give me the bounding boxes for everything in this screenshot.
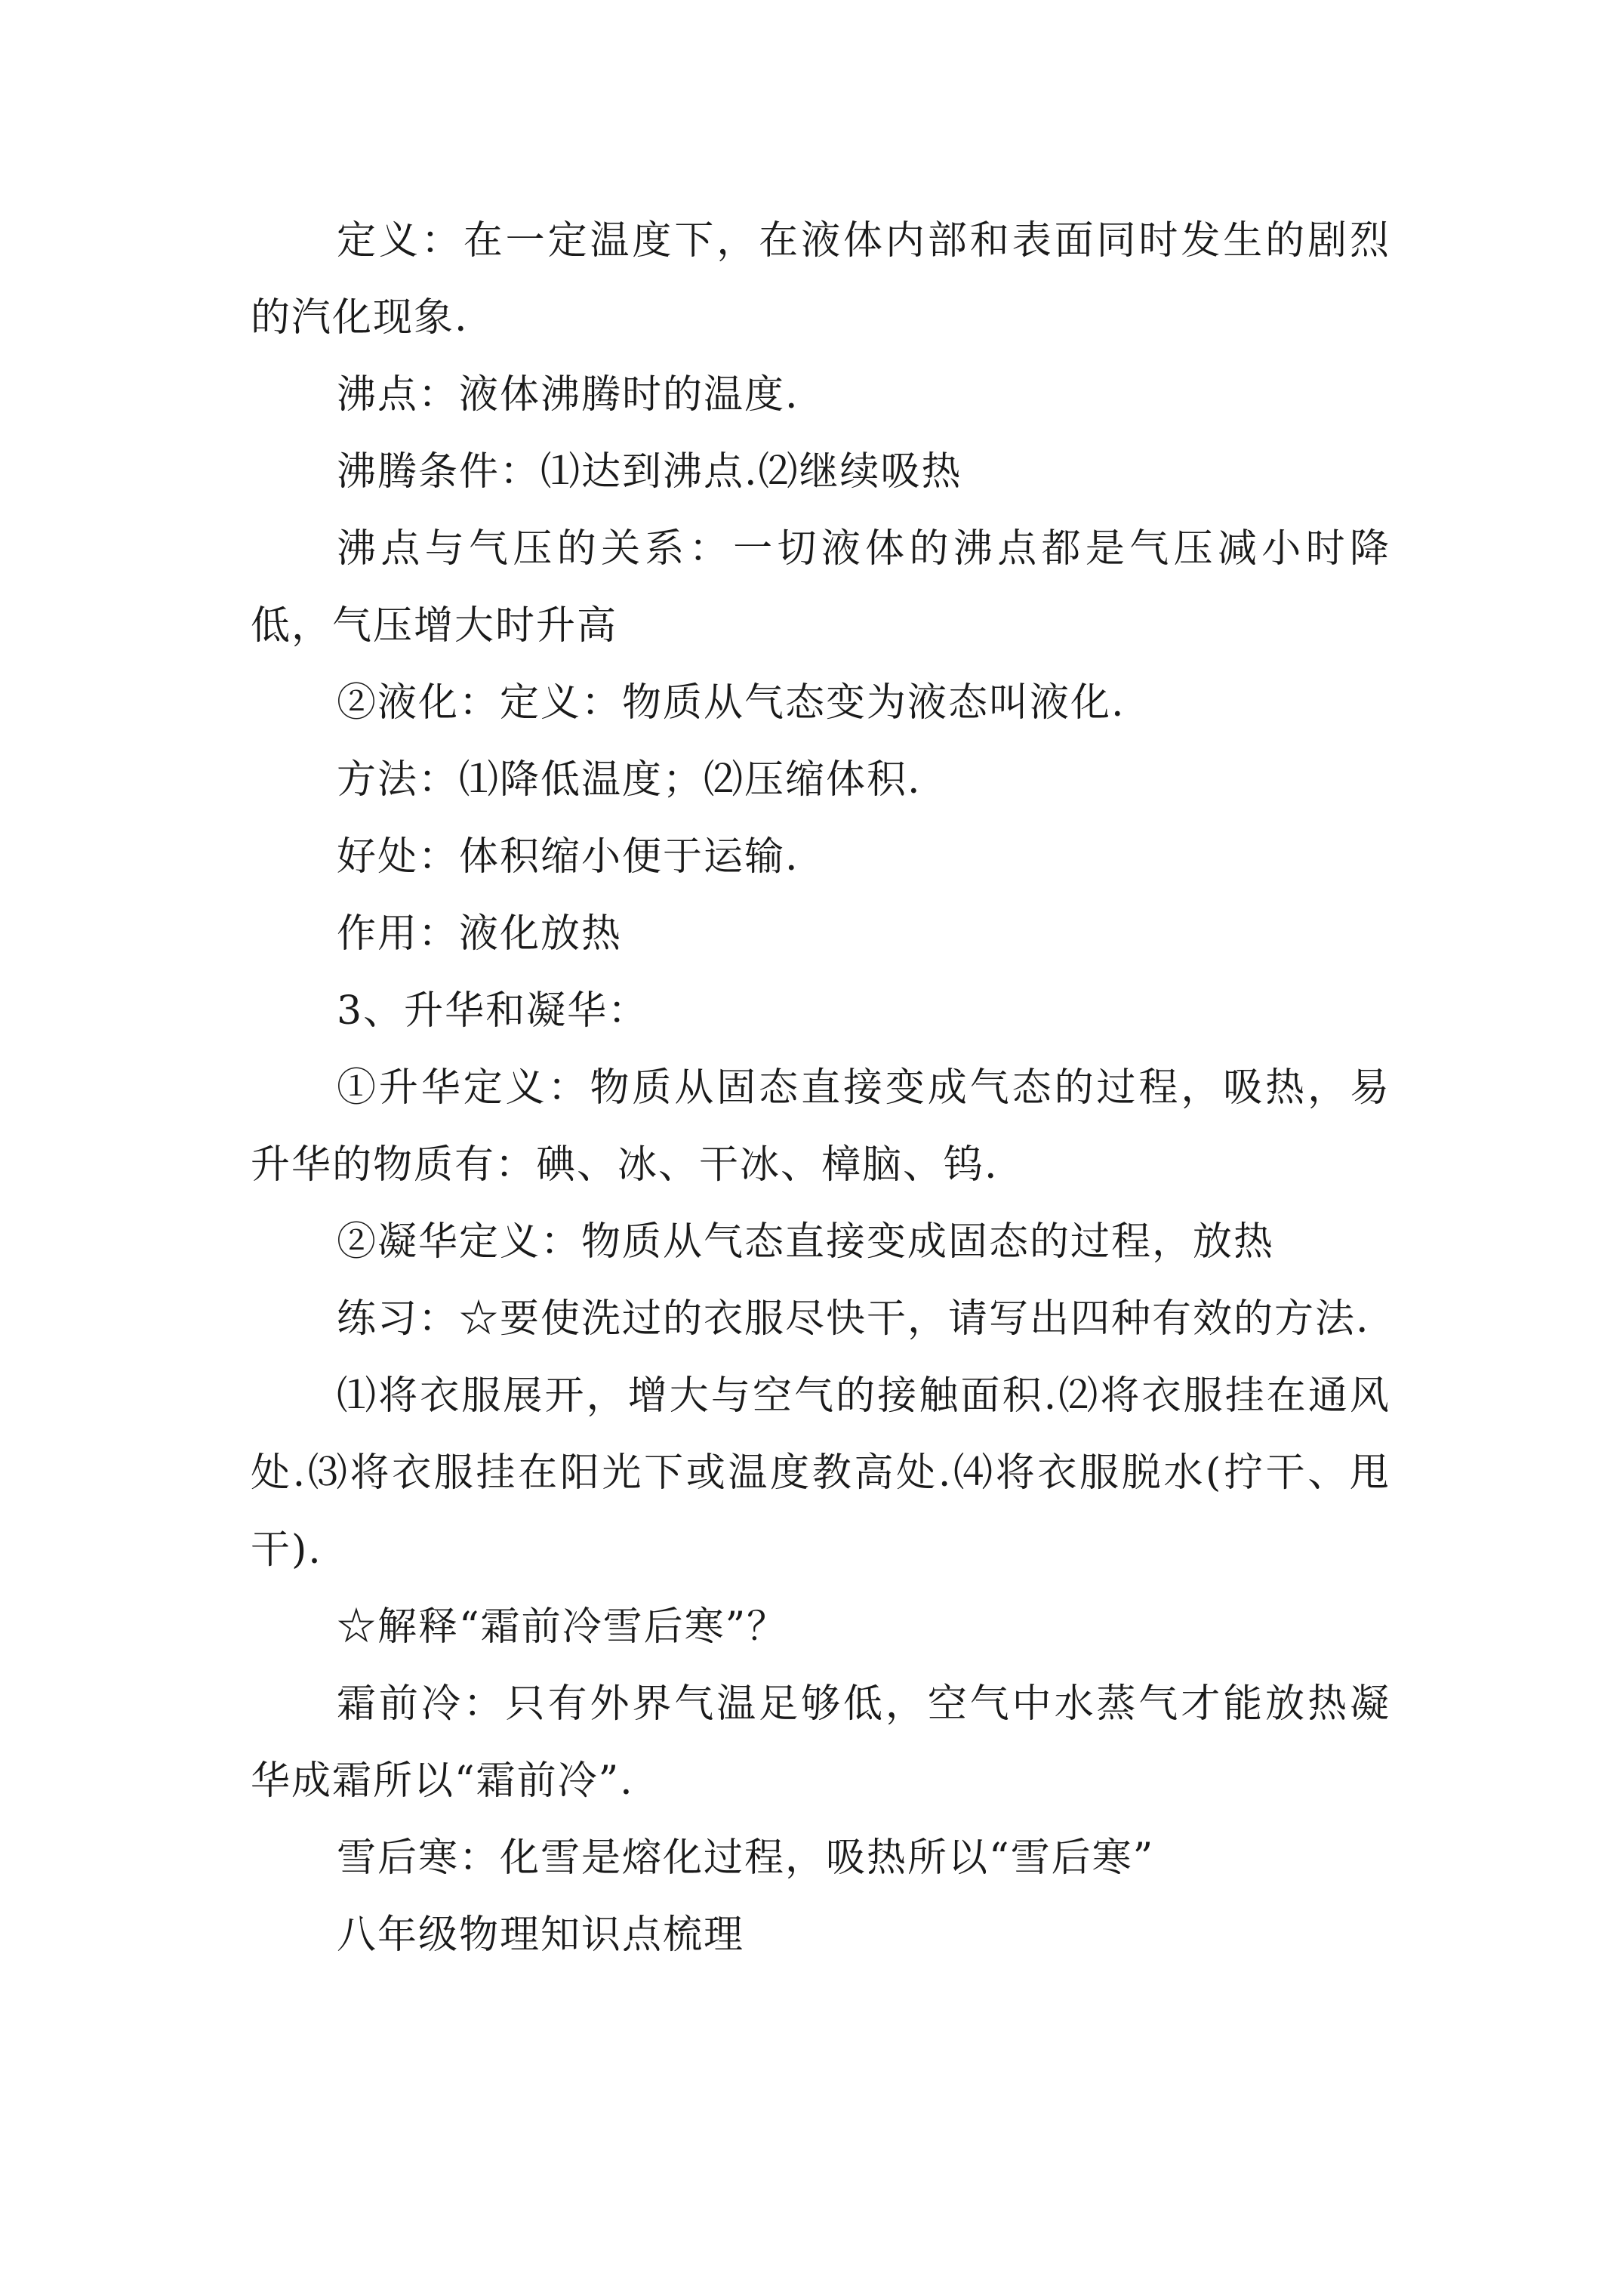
paragraph-boiling-definition: 定义：在一定温度下，在液体内部和表面同时发生的剧烈的汽化现象. xyxy=(251,218,1390,341)
paragraph-frost-cold: 霜前冷：只有外界气温足够低，空气中水蒸气才能放热凝华成霜所以“霜前冷”. xyxy=(251,1681,1390,1804)
paragraph-liquefaction-methods: 方法：⑴降低温度；⑵压缩体积. xyxy=(337,757,922,803)
paragraph-deposition-definition: ②凝华定义：物质从气态直接变成固态的过程，放热 xyxy=(337,1219,1275,1265)
paragraph-liquefaction-definition: ②液化：定义：物质从气态变为液态叫液化. xyxy=(337,680,1126,726)
paragraph-boiling-point: 沸点：液体沸腾时的温度. xyxy=(337,372,799,418)
paragraph-grade8-physics-title: 八年级物理知识点梳理 xyxy=(337,1912,745,1958)
paragraph-snow-cold: 雪后寒：化雪是熔化过程，吸热所以“雪后寒” xyxy=(337,1835,1155,1881)
paragraph-sublimation-definition: ①升华定义：物质从固态直接变成气态的过程，吸热，易升华的物质有：碘、冰、干冰、樟脑、钨. xyxy=(251,1065,1390,1188)
paragraph-exercise-question: 练习：☆要使洗过的衣服尽快干，请写出四种有效的方法. xyxy=(337,1296,1370,1342)
paragraph-boiling-pressure-relation: 沸点与气压的关系：一切液体的沸点都是气压减小时降低，气压增大时升高 xyxy=(251,526,1390,649)
paragraph-explain-question: ☆解释“霜前冷雪后寒”？ xyxy=(337,1604,788,1650)
paragraph-boiling-conditions: 沸腾条件：⑴达到沸点.⑵继续吸热 xyxy=(337,449,962,495)
paragraph-exercise-answer: ⑴将衣服展开，增大与空气的接触面积.⑵将衣服挂在通风处.⑶将衣服挂在阳光下或温度教高处.⑷将衣服脱水(拧干、甩干). xyxy=(251,1373,1390,1573)
document-body xyxy=(251,202,1390,1974)
section-heading-sublimation: 3、升华和凝华： xyxy=(337,988,649,1034)
paragraph-liquefaction-effect: 作用：液化放热 xyxy=(337,911,623,957)
paragraph-liquefaction-benefit: 好处：体积缩小便于运输. xyxy=(337,834,799,880)
